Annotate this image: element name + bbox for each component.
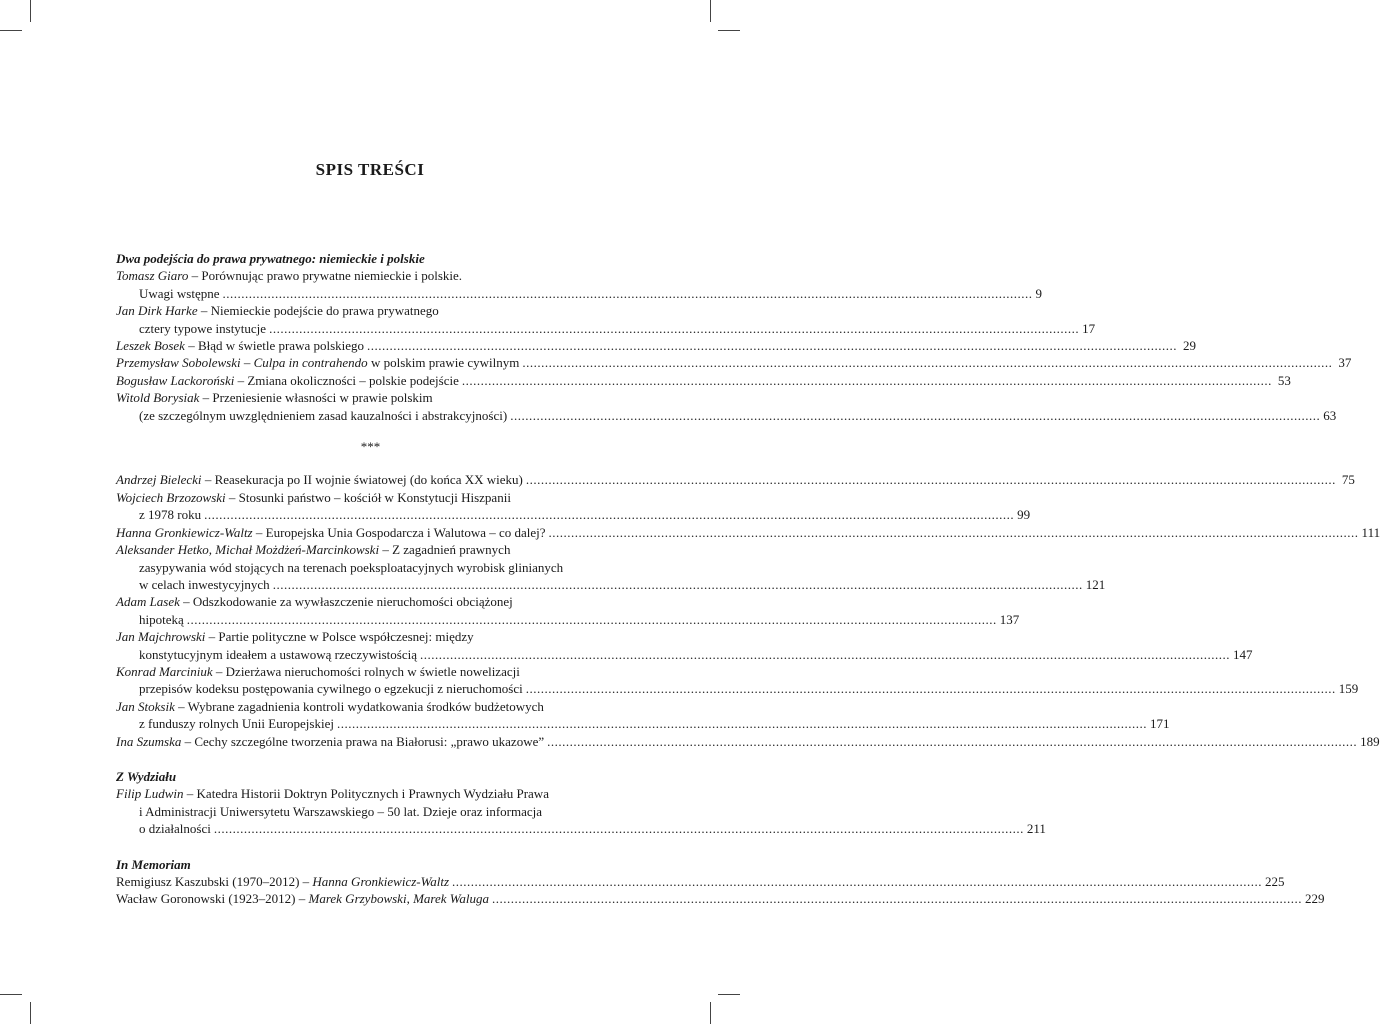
section-heading: In Memoriam: [116, 856, 191, 872]
entry-title: Katedra Historii Doktryn Politycznych i Prawnych Wydziału Prawa: [196, 786, 549, 802]
toc-entry[interactable]: Aleksander Hetko, Michał Możdżeń-Marcinkowski – Z zagadnień prawnych zasypywania wód stojących na terenach poeksploatacyjnych wyrobisk glinianych w celach inwestycyjnych ..... 121: [116, 541, 625, 593]
entry-author: Przemysław Sobolewski: [116, 355, 241, 371]
entry-title: Wybrane zagadnienia kontroli wydatkowania środków budżetowych: [187, 698, 544, 714]
entry-page: 29: [1183, 338, 1197, 354]
section-heading: Dwa podejścia do prawa prywatnego: niemieckie i polskie: [116, 251, 425, 266]
entry-title: Niemieckie podejście do prawa prywatnego: [210, 303, 439, 319]
entry-author: Jan Majchrowski: [116, 629, 206, 645]
author-separator: ,: [406, 891, 410, 907]
entry-author: Hanna Gronkiewicz-Waltz: [116, 524, 253, 540]
entry-title: Cechy szczególne tworzenia prawa na Białorusi: „prawo ukazowe”: [194, 733, 545, 749]
entry-page: 229: [1305, 891, 1325, 907]
entry-author: Witold Borysiak: [116, 390, 200, 406]
entry-author: Adam Lasek: [116, 594, 180, 610]
entry-title: Przeniesienie własności w prawie polskim: [212, 390, 433, 406]
entry-title: Reasekuracja po II wojnie światowej (do końca XX wieku): [214, 472, 523, 488]
toc-entry[interactable]: Bogusław Lackoroński – Zmiana okoliczności – polskie podejście ..... 53: [116, 372, 625, 389]
toc-entry[interactable]: Jan Stoksik – Wybrane zagadnienia kontroli wydatkowania środków budżetowych z funduszy rolnych Unii Europejskiej ..... 171: [116, 698, 625, 733]
toc-entry[interactable]: Konrad Marciniuk – Dzierżawa nieruchomości rolnych w świetle nowelizacji przepisów kodeksu postępowania cywilnego o egzekucji z nieruchomości ..... 159: [116, 663, 625, 698]
toc-entry[interactable]: Filip Ludwin – Katedra Historii Doktryn Politycznych i Prawnych Wydziału Prawa i Administracji Uniwersytetu Warszawskiego – 50 lat. Dzieje oraz informacja o działalności ..... 211: [116, 785, 625, 837]
toc-entry[interactable]: Witold Borysiak – Przeniesienie własności w prawie polskim (ze szczególnym uwzględnieniem zasad kauzalności i abstrakcyjności) ..... 63: [116, 389, 625, 424]
toc-entry[interactable]: Hanna Gronkiewicz-Waltz – Europejska Unia Gospodarcza i Walutowa – co dalej? ..... 111: [116, 524, 625, 541]
entry-author: Jan Dirk Harke: [116, 303, 198, 319]
entry-author: Marek Grzybowski: [308, 891, 407, 907]
toc-entry[interactable]: Ina Szumska – Cechy szczególne tworzenia prawa na Białorusi: „prawo ukazowe” ..... 189: [116, 733, 625, 750]
entry-title-cont: z 1978 roku: [139, 507, 202, 523]
toc-entry[interactable]: Tomasz Giaro – Porównując prawo prywatne niemieckie i polskie. Uwagi wstępne ..... 9: [116, 267, 625, 302]
section-separator: ***: [360, 439, 381, 455]
entry-title: Europejska Unia Gospodarcza i Walutowa – co dalej?: [265, 524, 546, 540]
entry-author: Tomasz Giaro: [116, 268, 189, 284]
entry-page: 137: [999, 611, 1020, 627]
entry-title-cont: Uwagi wstępne: [139, 285, 220, 301]
entry-title-cont: w celach inwestycyjnych: [139, 576, 270, 592]
entry-title-cont: zasypywania wód stojących na terenach poeksploatacyjnych wyrobisk glinianych: [139, 559, 564, 575]
entry-title: Stosunki państwo – kościół w Konstytucji Hiszpanii: [238, 489, 511, 505]
toc-entry[interactable]: Leszek Bosek – Błąd w świetle prawa polskiego ..... 29: [116, 337, 625, 354]
entry-page: 211: [1026, 821, 1046, 837]
entry-author: Filip Ludwin: [116, 786, 184, 802]
entry-title-cont: i Administracji Uniwersytetu Warszawskiego – 50 lat. Dzieje oraz informacja: [139, 803, 543, 819]
crop-mark-top-left-h: [0, 30, 22, 31]
entry-author: Leszek Bosek: [116, 338, 185, 354]
entry-title: w polskim prawie cywilnym: [370, 355, 520, 371]
entry-title: Błąd w świetle prawa polskiego: [197, 338, 365, 354]
entry-author: Konrad Marciniuk: [116, 663, 213, 679]
table-of-contents: [116, 250, 1380, 908]
entry-title-cont: przepisów kodeksu postępowania cywilnego o egzekucji z nieruchomości: [139, 681, 523, 697]
entry-author: Hanna Gronkiewicz-Waltz: [312, 874, 450, 889]
crop-mark-bottom-left-h: [0, 994, 22, 995]
entry-page: 63: [1323, 407, 1337, 423]
entry-page: 75: [1341, 472, 1355, 488]
entry-page: 159: [1338, 681, 1359, 697]
entry-page: 9: [1035, 285, 1043, 301]
entry-title: Zmiana okoliczności – polskie podejście: [247, 372, 459, 388]
toc-entry[interactable]: [116, 873, 1285, 890]
crop-mark-top-right-h: [718, 30, 740, 31]
entry-page: 171: [1149, 716, 1170, 732]
entry-page: 147: [1232, 646, 1253, 662]
toc-entry[interactable]: Przemysław Sobolewski – Culpa in contrahendo w polskim prawie cywilnym ..... 37: [116, 354, 625, 371]
entry-title-cont: hipoteką: [139, 611, 184, 627]
entry-title-cont: (ze szczególnym uwzględnieniem zasad kauzalności i abstrakcyjności): [139, 407, 508, 423]
crop-mark-bottom-left-v: [30, 1002, 31, 1024]
toc-entry[interactable]: Jan Majchrowski – Partie polityczne w Polsce współczesnej: między konstytucyjnym ideałem a ustawową rzeczywistością ..... 147: [116, 628, 625, 663]
entry-page: 121: [1085, 576, 1106, 592]
entry-page: 53: [1277, 372, 1291, 388]
entry-page: 37: [1338, 355, 1352, 371]
crop-mark-bottom-right-h: [718, 994, 740, 995]
crop-mark-top-right-v: [710, 0, 711, 22]
crop-mark-top-left-v: [30, 0, 31, 22]
entry-title-cont: konstytucyjnym ideałem a ustawową rzeczywistością: [139, 646, 417, 662]
entry-title: Porównując prawo prywatne niemieckie i polskie.: [201, 268, 463, 284]
entry-author: Ina Szumska: [116, 733, 182, 749]
entry-title: Odszkodowanie za wywłaszczenie nieruchomości obciążonej: [192, 594, 513, 610]
entry-title-cont: o działalności: [139, 821, 211, 837]
toc-entry[interactable]: Andrzej Bielecki – Reasekuracja po II wojnie światowej (do końca XX wieku) ..... 75: [116, 471, 625, 488]
entry-page: 17: [1082, 320, 1096, 336]
entry-author: Wojciech Brzozowski: [116, 489, 226, 505]
entry-title: Wacław Goronowski (1923–2012) –: [116, 891, 306, 907]
toc-entry[interactable]: Adam Lasek – Odszkodowanie za wywłaszczenie nieruchomości obciążonej hipoteką ..... 137: [116, 593, 625, 628]
entry-author: Marek Waluga: [413, 891, 490, 907]
entry-title: Remigiusz Kaszubski (1970–2012) –: [116, 874, 310, 889]
entry-author: Bogusław Lackoroński: [116, 372, 235, 388]
toc-entry[interactable]: Jan Dirk Harke – Niemieckie podejście do prawa prywatnego cztery typowe instytucje ..... 17: [116, 302, 625, 337]
entry-page: 189: [1360, 733, 1380, 749]
toc-entry[interactable]: Wojciech Brzozowski – Stosunki państwo – kościół w Konstytucji Hiszpanii z 1978 roku ..... 99: [116, 489, 625, 524]
entry-title: Dzierżawa nieruchomości rolnych w świetle nowelizacji: [225, 663, 520, 679]
entry-author: Jan Stoksik: [116, 698, 175, 714]
entry-author: Aleksander Hetko, Michał Możdżeń-Marcinkowski: [116, 542, 380, 558]
entry-title-cont: cztery typowe instytucje: [139, 320, 267, 336]
entry-title: Partie polityczne w Polsce współczesnej: między: [218, 629, 474, 645]
entry-page: 111: [1361, 524, 1380, 540]
crop-mark-bottom-right-v: [710, 1002, 711, 1024]
entry-author: Andrzej Bielecki: [116, 472, 202, 488]
entry-title-cont: z funduszy rolnych Unii Europejskiej: [139, 716, 334, 732]
entry-title: Z zagadnień prawnych: [392, 542, 511, 558]
toc-entry[interactable]: [116, 890, 1325, 907]
entry-page: 225: [1265, 874, 1285, 889]
page-title: SPIS TREŚCI: [315, 160, 425, 179]
section-heading: Z Wydziału: [116, 768, 177, 784]
entry-page: 99: [1017, 507, 1031, 523]
entry-title-italic: Culpa in contrahendo: [253, 355, 368, 371]
